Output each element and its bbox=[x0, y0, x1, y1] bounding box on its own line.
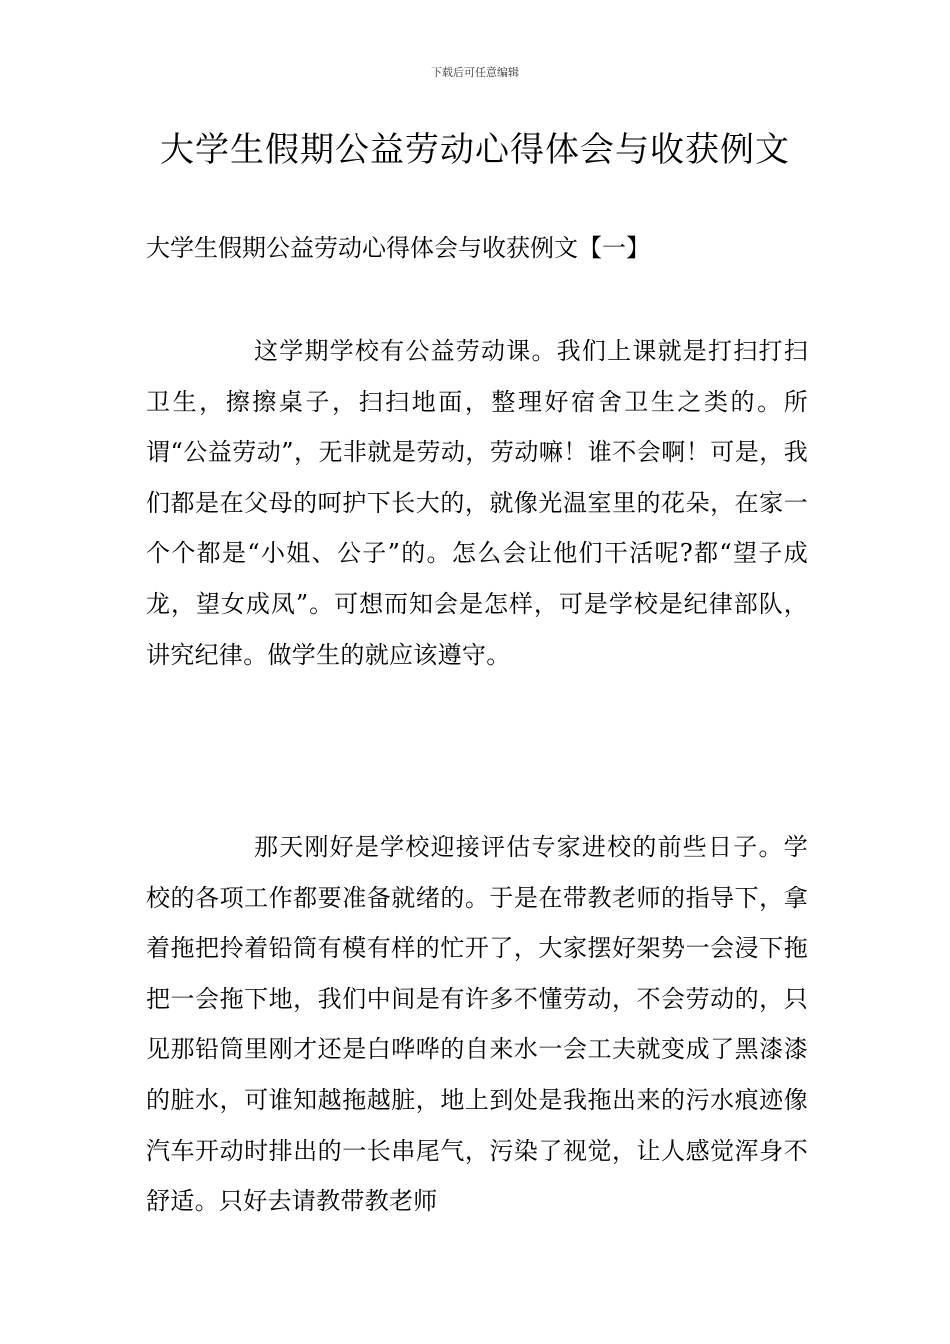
document-title: 大学生假期公益劳动心得体会与收获例文 bbox=[160, 130, 790, 170]
body-paragraph-1: 这学期学校有公益劳动课。我们上课就是打扫打扫卫生，擦擦桌子，扫扫地面，整理好宿舍卫生之类的。所谓“公益劳动”，无非就是劳动，劳动嘛！谁不会啊！可是，我们都是在父母的呵护下长大的，就像光温室里的花朵，在家一个个都是“小姐、公子”的。怎么会让他们干活呢?都“望子成龙，望女成凤”。可想而知会是怎样，可是学校是纪律部队，讲究纪律。做学生的就应该遵守。 bbox=[146, 337, 808, 669]
body-paragraph-2: 那天刚好是学校迎接评估专家进校的前些日子。学校的各项工作都要准备就绪的。于是在带教老师的指导下，拿着拖把拎着铅筒有模有样的忙开了，大家摆好架势一会浸下拖把一会拖下地，我们中间是有许多不懂劳动，不会劳动的，只见那铅筒里刚才还是白哗哗的自来水一会工夫就变成了黑漆漆的脏水，可谁知越拖越脏，地上到处是我拖出来的污水痕迹像汽车开动时排出的一长串尾气，污染了视觉，让人感觉浑身不舒适。只好去请教带教老师 bbox=[146, 833, 808, 1216]
section-heading: 大学生假期公益劳动心得体会与收获例文【一】 bbox=[146, 234, 650, 262]
header-note: 下载后可任意编辑 bbox=[431, 66, 519, 79]
